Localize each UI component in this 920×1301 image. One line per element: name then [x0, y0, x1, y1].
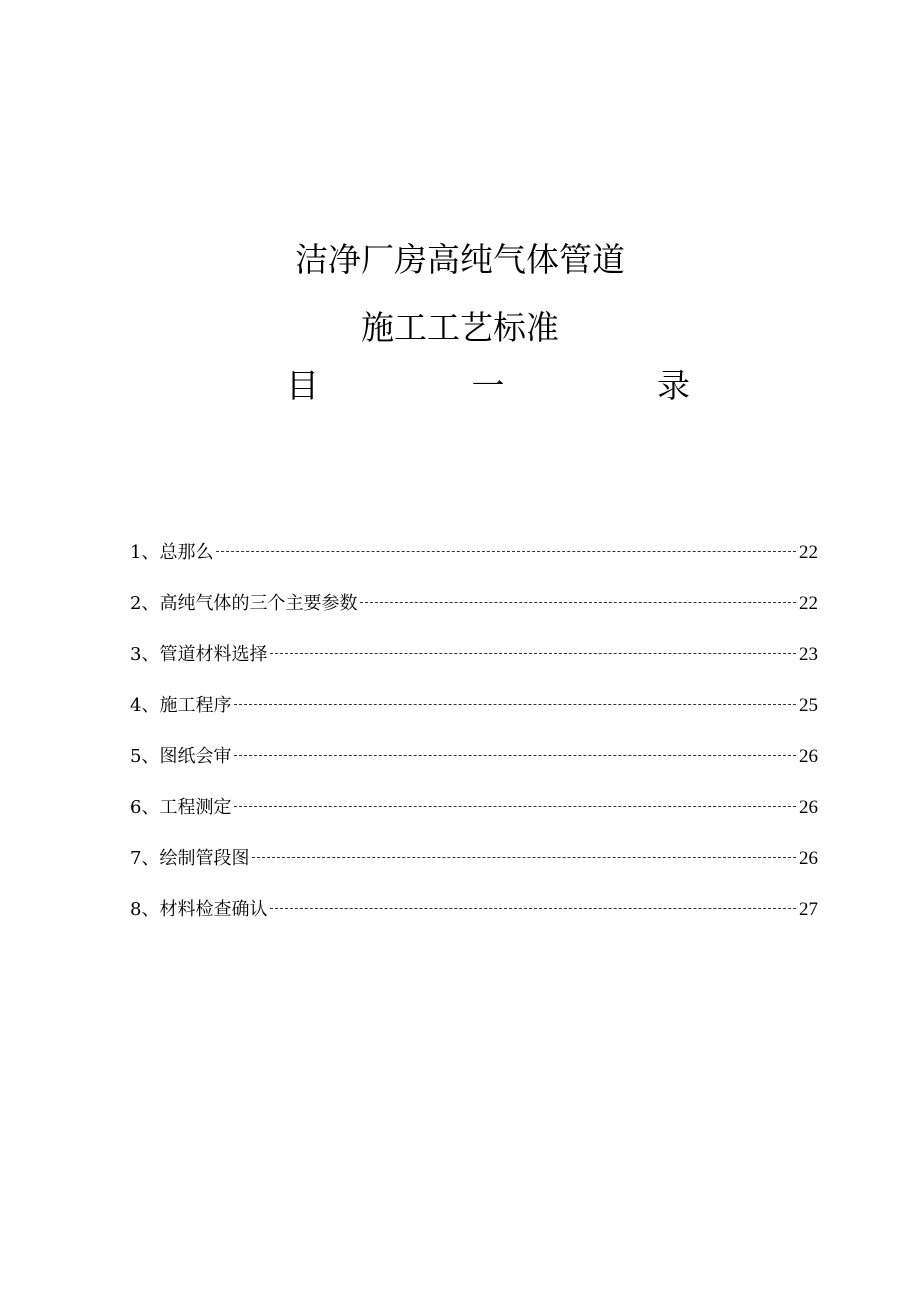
- toc-entry-number: 5: [130, 746, 142, 767]
- toc-entry-number: 4: [130, 695, 142, 716]
- toc-entry-page: 22: [799, 593, 818, 614]
- toc-entry-separator: 、: [141, 593, 160, 614]
- toc-entry-number: 1: [130, 542, 142, 563]
- toc-entry-number: 2: [130, 593, 142, 614]
- toc-entry-leader: [234, 755, 796, 756]
- toc-entry-title: 绘制管段图: [159, 848, 250, 869]
- toc-entry-leader: [252, 857, 796, 858]
- toc-entry-leader: [360, 602, 796, 603]
- toc-entry-separator: 、: [141, 746, 160, 767]
- toc-entry-separator: 、: [141, 848, 160, 869]
- toc-entry[interactable]: [130, 740, 818, 791]
- toc-entry-separator: 、: [141, 695, 160, 716]
- toc-entry-leader: [216, 551, 796, 552]
- toc-entry-title: 高纯气体的三个主要参数: [159, 593, 358, 614]
- document-title: 洁净厂房高纯气体管道: [295, 240, 625, 279]
- toc-entry-page: 23: [799, 644, 818, 665]
- toc-entry-leader: [234, 806, 796, 807]
- toc-entry[interactable]: [130, 638, 818, 689]
- toc-entry-separator: 、: [141, 899, 160, 920]
- toc-entry-page: 26: [799, 797, 818, 818]
- toc-entry-page: 27: [799, 899, 818, 920]
- toc-heading-char-3: 录: [657, 366, 690, 405]
- toc-entry-title: 总那么: [159, 542, 214, 563]
- toc-entry-leader: [234, 704, 796, 705]
- toc-entry[interactable]: [130, 842, 818, 893]
- toc-entry-number: 7: [130, 848, 142, 869]
- toc-list: [130, 536, 818, 944]
- toc-entry-number: 8: [130, 899, 142, 920]
- toc-entry-number: 6: [130, 797, 142, 818]
- toc-entry-page: 22: [799, 542, 818, 563]
- toc-entry-title: 施工程序: [159, 695, 232, 716]
- toc-heading-char-1: 目: [286, 366, 319, 405]
- toc-entry[interactable]: [130, 893, 818, 944]
- toc-entry-leader: [270, 908, 796, 909]
- toc-entry-leader: [270, 653, 796, 654]
- toc-entry-separator: 、: [141, 542, 160, 563]
- document-subtitle: 施工工艺标准: [361, 308, 559, 347]
- toc-entry-separator: 、: [141, 644, 160, 665]
- toc-entry-separator: 、: [141, 797, 160, 818]
- toc-entry[interactable]: [130, 587, 818, 638]
- toc-entry-page: 26: [799, 848, 818, 869]
- toc-entry[interactable]: [130, 536, 818, 587]
- toc-entry[interactable]: [130, 689, 818, 740]
- toc-heading-char-2: 一: [471, 366, 505, 405]
- toc-entry-number: 3: [130, 644, 142, 665]
- toc-entry-title: 材料检查确认: [159, 899, 268, 920]
- toc-entry-title: 图纸会审: [159, 746, 232, 767]
- toc-entry[interactable]: [130, 791, 818, 842]
- toc-heading: [286, 366, 690, 406]
- toc-entry-page: 26: [799, 746, 818, 767]
- toc-entry-page: 25: [799, 695, 818, 716]
- toc-entry-title: 工程测定: [159, 797, 232, 818]
- toc-entry-title: 管道材料选择: [159, 644, 268, 665]
